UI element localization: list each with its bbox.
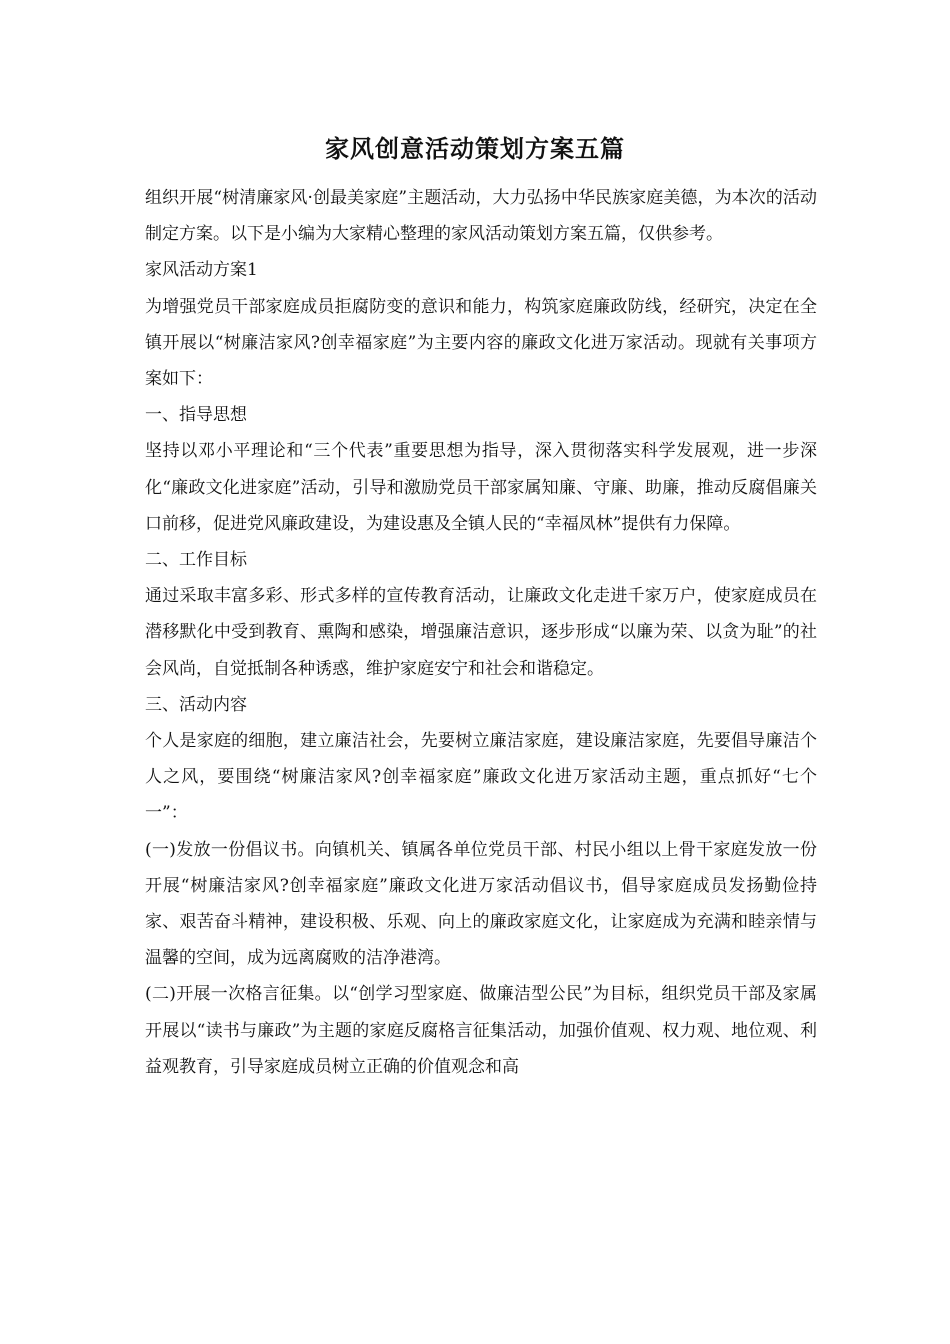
section-heading-activity-content: 三、活动内容 (145, 694, 247, 715)
section-heading-work-goals: 二、工作目标 (145, 550, 247, 571)
section-heading-plan-1: 家风活动方案1 (145, 260, 258, 281)
document-body (145, 180, 817, 1085)
body-paragraph: 为增强党员干部家庭成员拒腐防变的意识和能力，构筑家庭廉政防线，经研究，决定在全镇开展以“树廉洁家风?创幸福家庭”为主要内容的廉政文化进万家活动。现就有关事项方案如下： (145, 296, 817, 390)
body-paragraph: 坚持以邓小平理论和“三个代表”重要思想为指导，深入贯彻落实科学发展观，进一步深化“廉政文化进家庭”活动，引导和激励党员干部家属知廉、守廉、助廉，推动反腐倡廉关口前移，促进党风廉政建设，为建设惠及全镇人民的“幸福凤林”提供有力保障。 (145, 441, 817, 534)
section-heading-guiding-ideology: 一、指导思想 (145, 405, 247, 426)
list-item-paragraph: (一)发放一份倡议书。向镇机关、镇属各单位党员干部、村民小组以上骨干家庭发放一份开展“树廉洁家风?创幸福家庭”廉政文化进万家活动倡议书，倡导家庭成员发扬勤俭持家、艰苦奋斗精神，建设积极、乐观、向上的廉政家庭文化，让家庭成为充满和睦亲情与温馨的空间，成为远离腐败的洁净港湾。 (145, 839, 817, 969)
body-paragraph: 通过采取丰富多彩、形式多样的宣传教育活动，让廉政文化走进千家万户，使家庭成员在潜移默化中受到教育、熏陶和感染，增强廉洁意识，逐步形成“以廉为荣、以贪为耻”的社会风尚，自觉抵制各种诱惑，维护家庭安宁和社会和谐稳定。 (145, 586, 817, 679)
intro-paragraph: 组织开展“树清廉家风·创最美家庭”主题活动，大力弘扬中华民族家庭美德，为本次的活动制定方案。以下是小编为大家精心整理的家风活动策划方案五篇，仅供参考。 (145, 188, 817, 245)
list-item-paragraph: (二)开展一次格言征集。以“创学习型家庭、做廉洁型公民”为目标，组织党员干部及家属开展以“读书与廉政”为主题的家庭反腐格言征集活动，加强价值观、权力观、地位观、利益观教育，引导家庭成员树立正确的价值观念和高 (145, 984, 817, 1077)
body-paragraph: 个人是家庭的细胞，建立廉洁社会，先要树立廉洁家庭，建设廉洁家庭，先要倡导廉洁个人之风，要围绕“树廉洁家风?创幸福家庭”廉政文化进万家活动主题，重点抓好“七个一”： (145, 731, 817, 824)
document-title: 家风创意活动策划方案五篇 (325, 134, 625, 163)
